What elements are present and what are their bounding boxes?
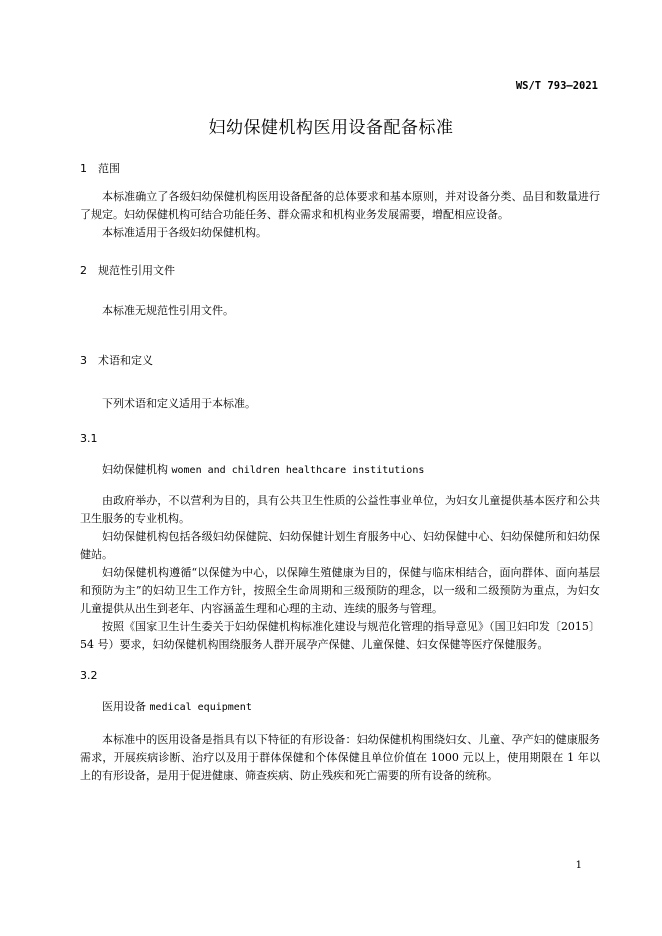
term-name-cn: 妇幼保健机构 [102,463,168,476]
section-number: 1 [80,162,87,175]
section-heading-scope [80,160,120,176]
term-paragraph: 妇幼保健机构包括各级妇幼保健院、妇幼保健计划生育服务中心、妇幼保健中心、妇幼保健所和妇幼保健站。 [80,530,600,561]
term-number: 3.1 [80,432,98,445]
section-number: 3 [80,354,87,367]
term-name-cn: 医用设备 [102,700,146,713]
section-heading-normative [80,262,175,278]
term-name-en: medical equipment [149,702,252,713]
term-paragraph: 妇幼保健机构遵循“以保健为中心，以保障生殖健康为目的，保健与临床相结合，面向群体、面向基层和预防为主”的妇幼卫生工作方针，按照全生命周期和三级预防的理念，以一级和二级预防为重点，为妇女儿童提供从出生到老年、内容涵盖生理和心理的主动、连续的服务与管理。 [80,566,600,615]
section-title: 规范性引用文件 [98,264,175,277]
term-name [102,698,252,714]
term-paragraph: 由政府举办，不以营利为目的，具有公共卫生性质的公益性事业单位，为妇女儿童提供基本医疗和公共卫生服务的专业机构。 [80,494,600,525]
page-number: 1 [575,860,582,871]
standard-code: WS/T 793—2021 [515,80,598,92]
term-name-en: women and children healthcare institutions [171,465,425,476]
scope-paragraph-2: 本标准适用于各级妇幼保健机构。 [102,226,267,239]
section-number: 2 [80,264,87,277]
document-title: 妇幼保健机构医用设备配备标准 [208,118,454,138]
term-paragraph: 按照《国家卫生计生委关于妇幼保健机构标准化建设与规范化管理的指导意见》（国卫妇印发〔2015〕54 号）要求，妇幼保健机构围绕服务人群开展孕产保健、儿童保健、妇女保健等医疗保健服务。 [80,620,600,651]
section-heading-terms [80,352,153,368]
term-paragraph: 本标准中的医用设备是指具有以下特征的有形设备：妇幼保健机构围绕妇女、儿童、孕产妇的健康服务需求，开展疾病诊断、治疗以及用于群体保健和个体保健且单位价值在 1000 元以上，使用期限在 1 年以上的有形设备，是用于促进健康、筛查疾病、防止残疾和死亡需要的所有设备的统称。 [80,733,600,782]
term-number: 3.2 [80,669,98,682]
terms-paragraph-1: 下列术语和定义适用于本标准。 [102,397,256,410]
section-title: 范围 [98,162,120,175]
scope-paragraph-1: 本标准确立了各级妇幼保健机构医用设备配备的总体要求和基本原则，并对设备分类、品目和数量进行了规定。妇幼保健机构可结合功能任务、群众需求和机构业务发展需要，增配相应设备。 [80,190,600,221]
normative-paragraph-1: 本标准无规范性引用文件。 [102,304,234,317]
section-title: 术语和定义 [98,354,153,367]
term-name [102,461,424,477]
